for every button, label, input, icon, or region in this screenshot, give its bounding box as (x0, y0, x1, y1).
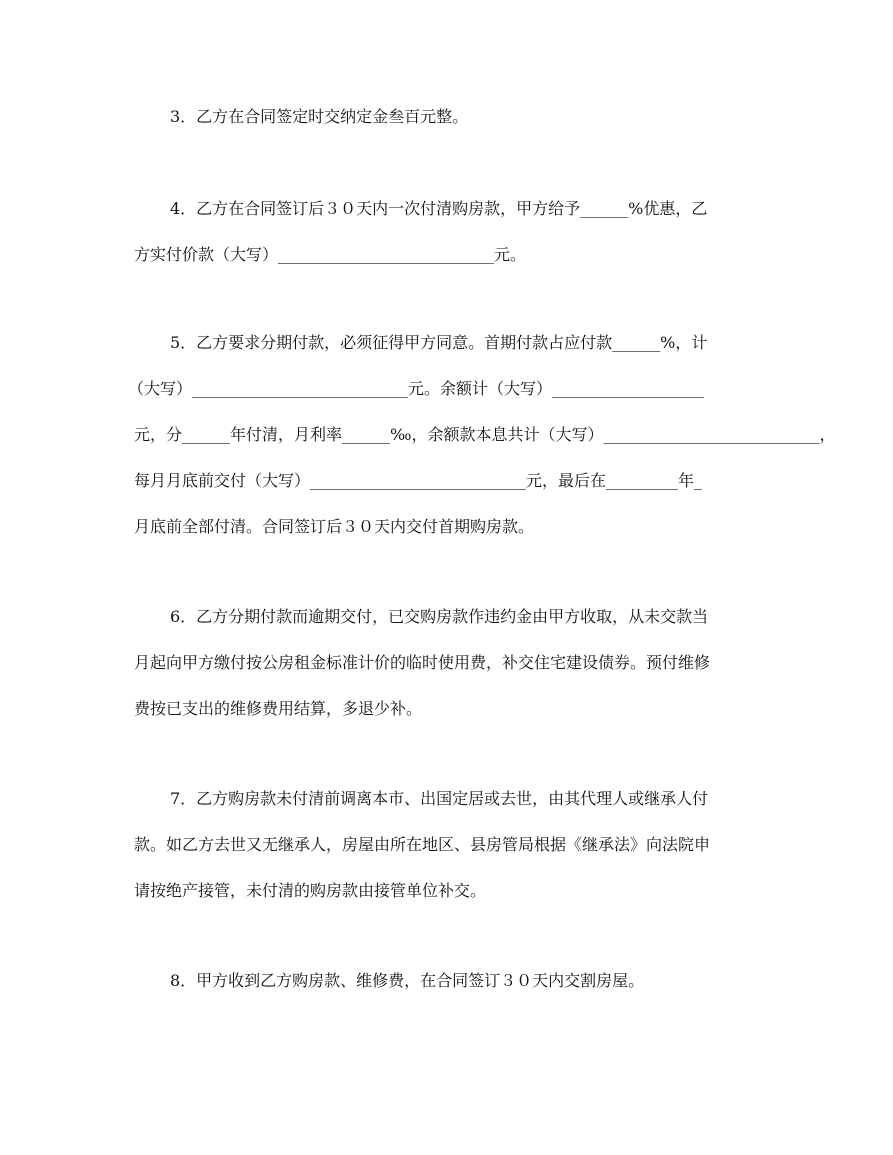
clause-6-line-3: 费按已支出的维修费用结算，多退少补。 (134, 699, 423, 718)
clause-8-line-1: 8．甲方收到乙方购房款、维修费，在合同签订３０天内交割房屋。 (170, 971, 645, 990)
clause-7-line-2: 款。如乙方去世又无继承人，房屋由所在地区、县房管局根据《继承法》向法院申 (134, 835, 711, 854)
clause-5-line-2: （大写）___________________________元。余额计（大写）___________________ (128, 379, 705, 398)
clause-5-line-5: 月底前全部付清。合同签订后３０天内交付首期购房款。 (134, 517, 535, 536)
clause-7-line-1: 7．乙方购房款未付清前调离本市、出国定居或去世，由其代理人或继承人付 (170, 789, 709, 808)
clause-6-line-1: 6．乙方分期付款而逾期交付，已交购房款作违约金由甲方收取，从未交款当 (170, 607, 709, 626)
clause-5-line-4: 每月月底前交付（大写）___________________________元，最后在_________年_ (134, 471, 703, 490)
clause-4-line-2: 方实付价款（大写）___________________________元。 (134, 245, 527, 264)
clause-5-line-3: 元，分______年付清，月利率______‰，余额款本息共计（大写）___________________________， (134, 425, 836, 444)
clause-5-line-1: 5．乙方要求分期付款，必须征得甲方同意。首期付款占应付款______%，计 (170, 333, 708, 352)
clause-3-line-1: 3．乙方在合同签定时交纳定金叁百元整。 (170, 107, 469, 126)
clause-7-line-3: 请按绝产接管，未付清的购房款由接管单位补交。 (134, 881, 487, 900)
clause-6-line-2: 月起向甲方缴付按公房租金标准计价的临时使用费，补交住宅建设债券。预付维修 (134, 653, 711, 672)
clause-4-line-1: 4．乙方在合同签订后３０天内一次付清购房款，甲方给予______%优惠，乙 (170, 199, 708, 218)
